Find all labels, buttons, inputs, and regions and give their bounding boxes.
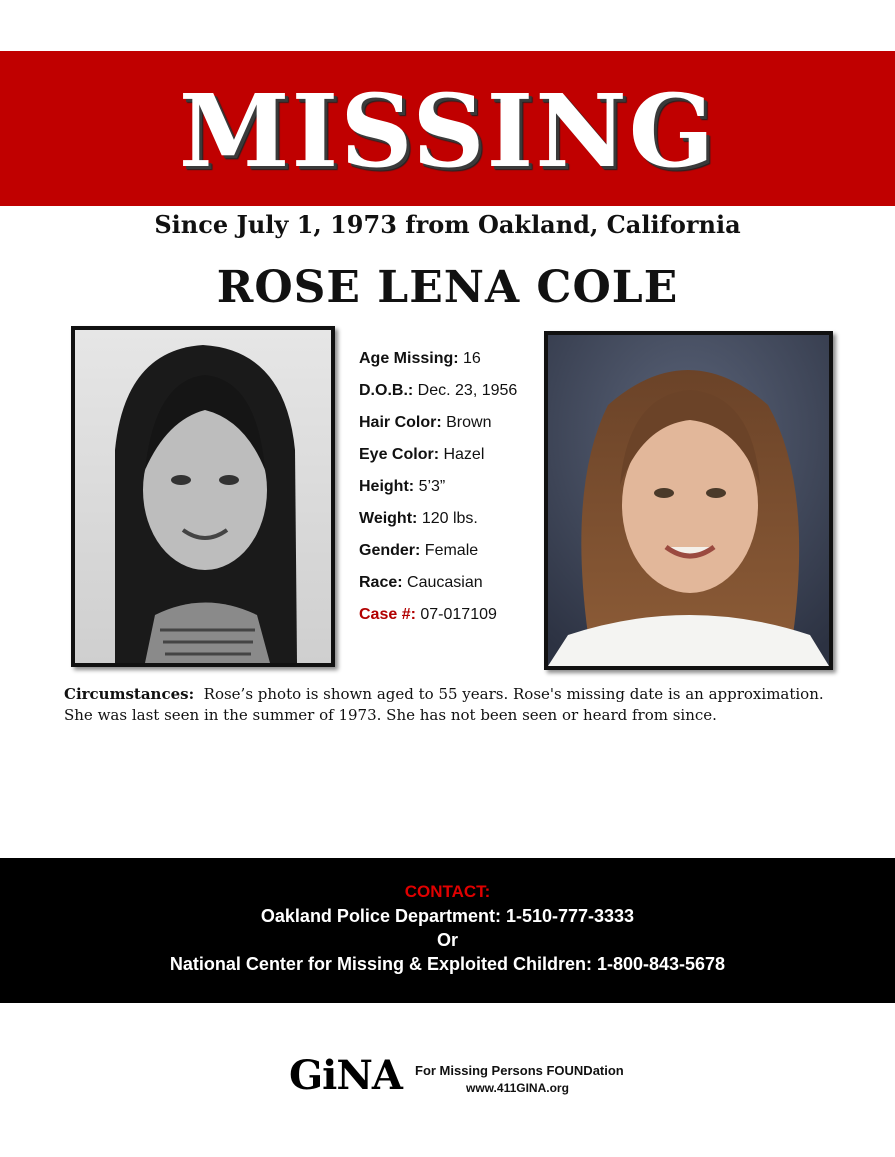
circumstances-text: Rose’s photo is shown aged to 55 years. Rose's missing date is an approximation. She was last seen in the summer of 1973. She has not been seen or heard from since. (64, 685, 824, 724)
fact-label: Eye Color: (359, 446, 440, 463)
fact-weight (359, 508, 544, 540)
fact-case-number (359, 604, 544, 636)
gina-url: www.411GINA.org (466, 1081, 569, 1095)
fact-gender (359, 540, 544, 572)
fact-label: Gender: (359, 542, 421, 559)
fact-value: Caucasian (407, 574, 483, 591)
childhood-photo (71, 326, 335, 667)
fact-eye-color (359, 444, 544, 476)
gina-tagline: For Missing Persons FOUNDation (415, 1063, 624, 1078)
fact-value: Female (424, 542, 479, 559)
fact-value: 120 lbs. (421, 510, 478, 527)
fact-value: 16 (463, 350, 481, 367)
fact-label: Weight: (359, 510, 418, 527)
fact-age-missing (359, 348, 544, 380)
contact-or: Or (436, 930, 458, 950)
fact-label: Age Missing: (359, 350, 459, 367)
fact-value: 5’3” (418, 478, 446, 495)
circumstances-label: Circumstances: (64, 685, 195, 703)
contact-title: CONTACT: (404, 882, 491, 901)
fact-value: Hazel (443, 446, 485, 463)
missing-person-name: ROSE LENA COLE (216, 262, 679, 313)
fact-label: D.O.B.: (359, 382, 414, 399)
fact-race (359, 572, 544, 604)
fact-label: Case #: (359, 606, 416, 623)
fact-label: Race: (359, 574, 403, 591)
circumstances-paragraph (64, 684, 834, 726)
fact-value: 07-017109 (420, 606, 497, 623)
gina-logo (289, 1053, 629, 1103)
fact-hair-color (359, 412, 544, 444)
fact-label: Hair Color: (359, 414, 442, 431)
fact-label: Height: (359, 478, 415, 495)
fact-value: Dec. 23, 1956 (417, 382, 518, 399)
missing-title: MISSING (178, 72, 717, 190)
missing-since-line: Since July 1, 1973 from Oakland, California (154, 210, 741, 239)
contact-ncmec: National Center for Missing & Exploited Children: 1-800-843-5678 (169, 954, 726, 974)
age-progressed-photo (544, 331, 833, 670)
fact-dob (359, 380, 544, 412)
fact-value: Brown (446, 414, 492, 431)
gina-logo-mark: GiNA (289, 1052, 402, 1099)
person-facts (359, 348, 544, 636)
fact-height (359, 476, 544, 508)
contact-section (0, 858, 895, 1003)
contact-police: Oakland Police Department: 1-510-777-3333 (260, 906, 635, 926)
